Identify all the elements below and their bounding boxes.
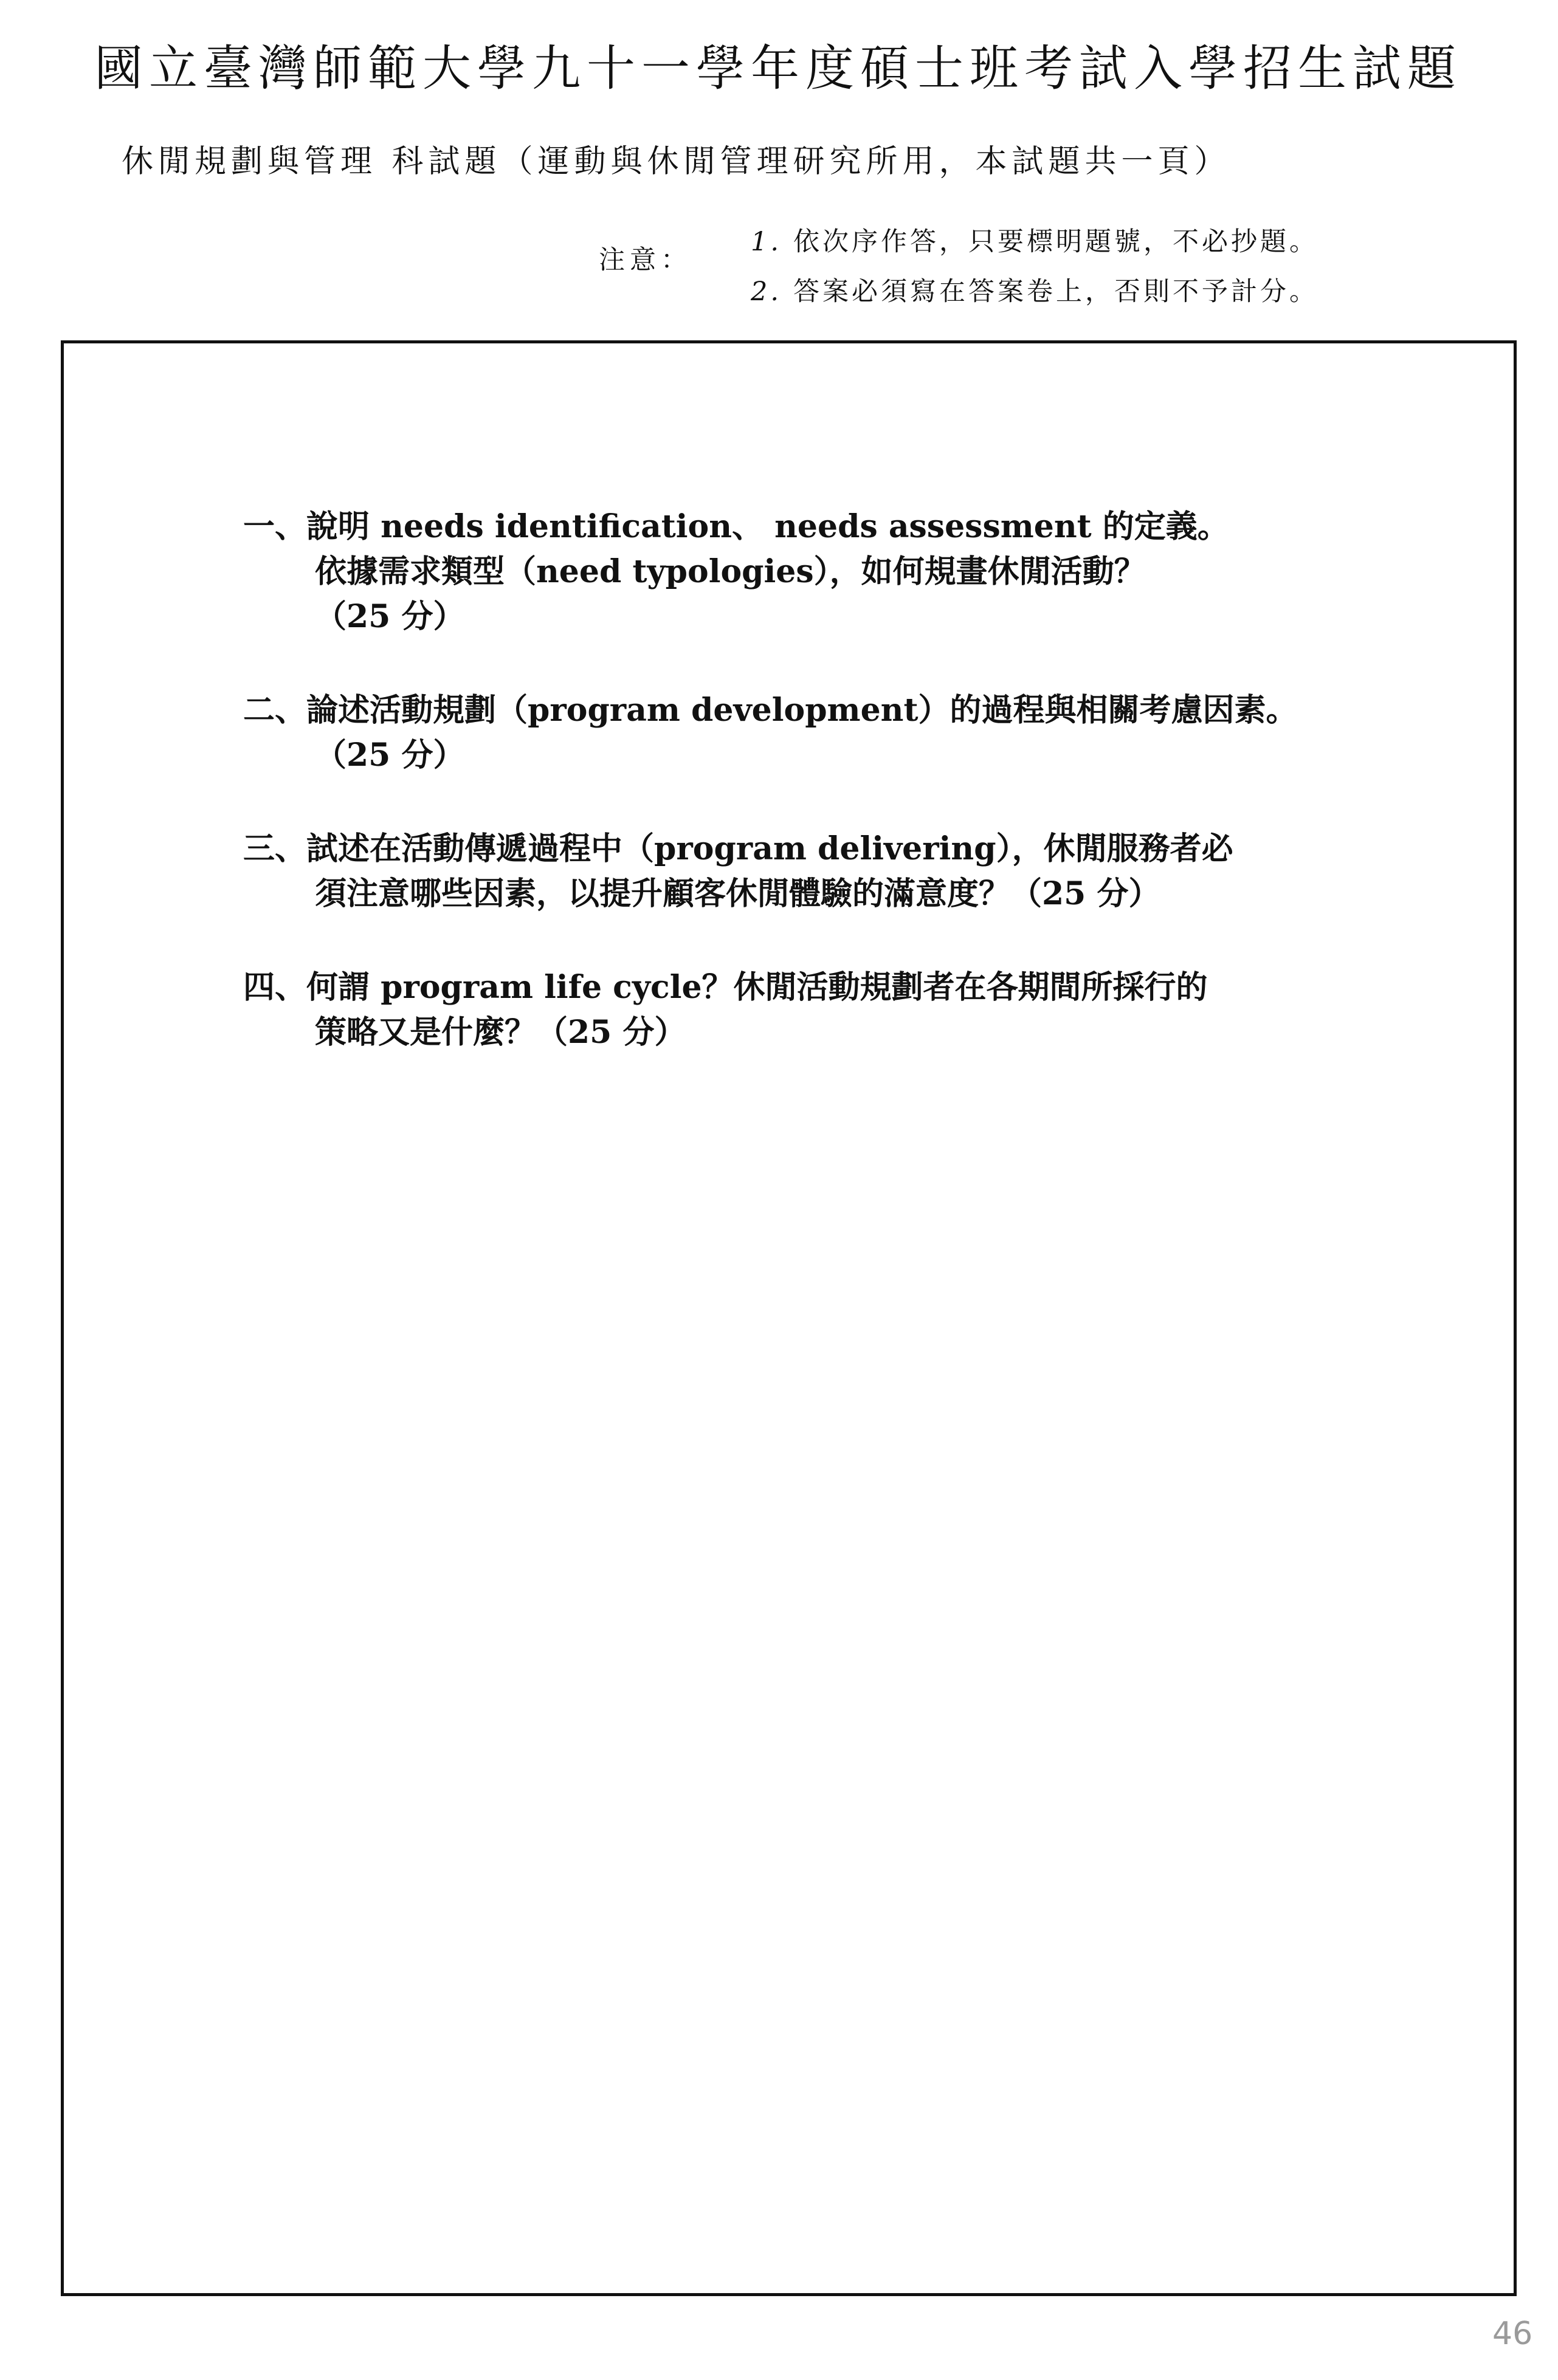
page-corner-mark: 46 [1492, 2316, 1533, 2352]
question-3 [243, 827, 1298, 917]
question-4 [243, 965, 1298, 1055]
instruction-text: 答案必須寫在答案卷上，否則不予計分。 [793, 277, 1318, 307]
instruction-item [751, 224, 1318, 260]
question-line: 策略又是什麼？（25 分） [315, 1014, 686, 1051]
question-line: 須注意哪些因素，以提升顧客休閒體驗的滿意度？（25 分） [315, 875, 1160, 912]
question-points: （25 分） [315, 598, 465, 635]
exam-subtitle: 休閒規劃與管理 科試題（運動與休閒管理研究所用，本試題共一頁） [122, 143, 1231, 180]
exam-title: 國立臺灣師範大學九十一學年度碩士班考試入學招生試題 [94, 40, 1462, 97]
question-2 [243, 688, 1298, 778]
instruction-item [751, 273, 1318, 310]
instructions-label: 注意： [599, 245, 692, 275]
instruction-text: 依次序作答，只要標明題號，不必抄題。 [793, 227, 1318, 257]
question-points: （25 分） [315, 737, 465, 774]
question-1 [243, 504, 1298, 639]
question-line: 二、論述活動規劃（program development）的過程與相關考慮因素。 [243, 692, 1298, 729]
question-line: 三、試述在活動傳遞過程中（program delivering），休閒服務者必 [243, 830, 1233, 867]
question-line: 依據需求類型（need typologies），如何規畫休閒活動？ [315, 553, 1146, 590]
instruction-number: 2. [751, 277, 782, 307]
question-list [243, 504, 1298, 1104]
question-line: 四、何謂 program life cycle？休閒活動規劃者在各期間所採行的 [243, 969, 1208, 1006]
question-line: 一、說明 needs identification、 needs assessment 的定義。 [243, 508, 1229, 545]
instruction-number: 1. [751, 227, 782, 257]
